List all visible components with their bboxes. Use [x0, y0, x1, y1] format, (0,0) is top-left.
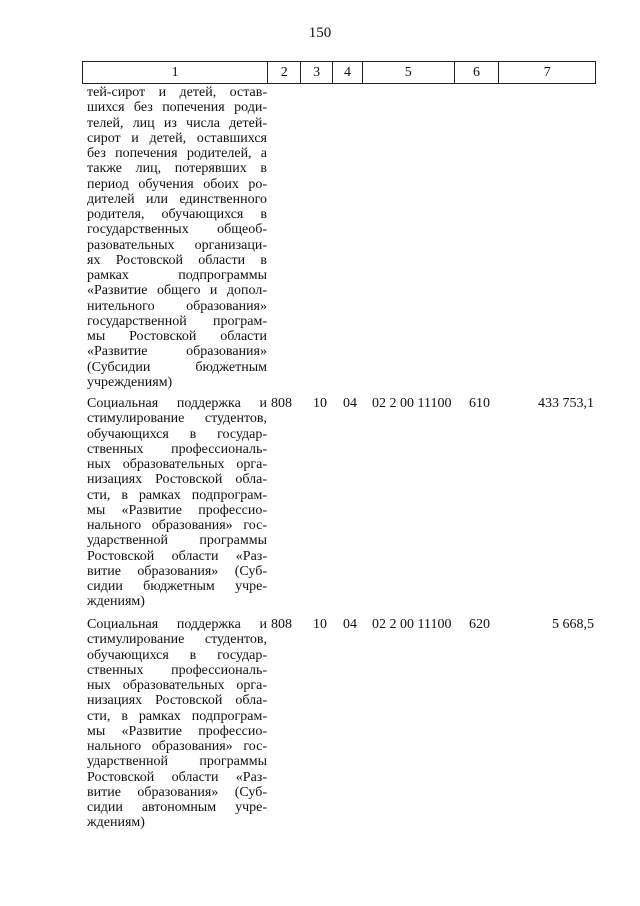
description-line: период обучения обоих ро-: [87, 176, 267, 192]
description-line: дителей или единственного: [87, 191, 267, 207]
description-line: также лиц, потерявших в: [87, 161, 267, 177]
description-line: витие образования» (Суб-: [87, 563, 267, 579]
description-line: ственных профессиональ-: [87, 662, 267, 678]
description-line: сидии бюджетным учре-: [87, 579, 267, 594]
cell-amount: 5 668,5: [552, 617, 594, 632]
description-line: Ростовской области «Раз-: [87, 769, 267, 785]
cell-target-article: 02 2 00 11100: [372, 617, 452, 632]
description-line: Социальная поддержка и: [87, 617, 267, 632]
cell-ministry: 808: [271, 396, 292, 411]
description-line: ждениям): [87, 815, 145, 831]
description-line: нального образования» гос-: [87, 739, 267, 754]
header-col-3: 3: [301, 62, 333, 83]
cell-subsection: 04: [343, 617, 357, 632]
description-line: мы «Развитие профессио-: [87, 723, 267, 739]
description-line: сти, в рамках подпрограм-: [87, 708, 267, 724]
description-line: Социальная поддержка и: [87, 396, 267, 411]
description-line: ударственной программы: [87, 754, 267, 770]
description-line: ственных профессиональ-: [87, 441, 267, 457]
description-line: низациях Ростовской обла-: [87, 693, 267, 709]
description-line: учреждениям): [87, 374, 173, 390]
description-line: ждениям): [87, 594, 145, 610]
description-line: телей, лиц из числа детей-: [87, 115, 267, 131]
description-line: без попечения родителей, а: [87, 146, 267, 161]
description-line: шихся без попечения роди-: [87, 100, 267, 116]
description-line: государственных общеоб-: [87, 222, 267, 238]
header-col-5: 5: [363, 62, 455, 83]
cell-subsection: 04: [343, 396, 357, 411]
table-row-description: [87, 617, 267, 831]
table-row-description: [87, 85, 267, 390]
cell-section: 10: [313, 396, 327, 411]
cell-target-article: 02 2 00 11100: [372, 396, 452, 411]
description-line: сидии автономным учре-: [87, 800, 267, 815]
header-col-1: 1: [83, 62, 268, 83]
table-header-row: [82, 61, 596, 84]
description-line: стимулирование студентов,: [87, 411, 267, 427]
description-line: Ростовской области «Раз-: [87, 548, 267, 564]
description-line: ных образовательных орга-: [87, 678, 267, 693]
description-line: стимулирование студентов,: [87, 632, 267, 648]
header-col-7: 7: [543, 65, 551, 80]
description-line: ных образовательных орга-: [87, 457, 267, 472]
cell-expense-type: 610: [469, 396, 490, 411]
description-line: нительного образования»: [87, 298, 267, 314]
description-line: государственной програм-: [87, 313, 267, 329]
description-line: сти, в рамках подпрограм-: [87, 487, 267, 503]
table-row-description: [87, 396, 267, 610]
description-line: витие образования» (Суб-: [87, 784, 267, 800]
description-line: «Развитие общего и допол-: [87, 283, 267, 299]
description-line: (Субсидии бюджетным: [87, 359, 267, 375]
description-line: мы Ростовской области: [87, 329, 267, 344]
cell-section: 10: [313, 617, 327, 632]
header-col-6: 6: [455, 62, 500, 83]
cell-amount: 433 753,1: [538, 396, 594, 411]
description-line: низациях Ростовской обла-: [87, 472, 267, 488]
header-col-4: 4: [333, 62, 363, 83]
header-col-2: 2: [268, 62, 301, 83]
description-line: разовательных организаци-: [87, 237, 267, 253]
description-line: «Развитие образования»: [87, 344, 267, 360]
description-line: ях Ростовской области в: [87, 252, 267, 268]
description-line: сирот и детей, оставшихся: [87, 130, 267, 146]
cell-ministry: 808: [271, 617, 292, 632]
description-line: мы «Развитие профессио-: [87, 502, 267, 518]
cell-expense-type: 620: [469, 617, 490, 632]
description-line: обучающихся в государ-: [87, 647, 267, 663]
description-line: ударственной программы: [87, 533, 267, 549]
description-line: тей-сирот и детей, остав-: [87, 85, 267, 100]
description-line: родителя, обучающихся в: [87, 207, 267, 222]
description-line: нального образования» гос-: [87, 518, 267, 533]
description-line: обучающихся в государ-: [87, 426, 267, 442]
description-line: рамках подпрограммы: [87, 268, 267, 283]
page-number: 150: [308, 25, 332, 41]
